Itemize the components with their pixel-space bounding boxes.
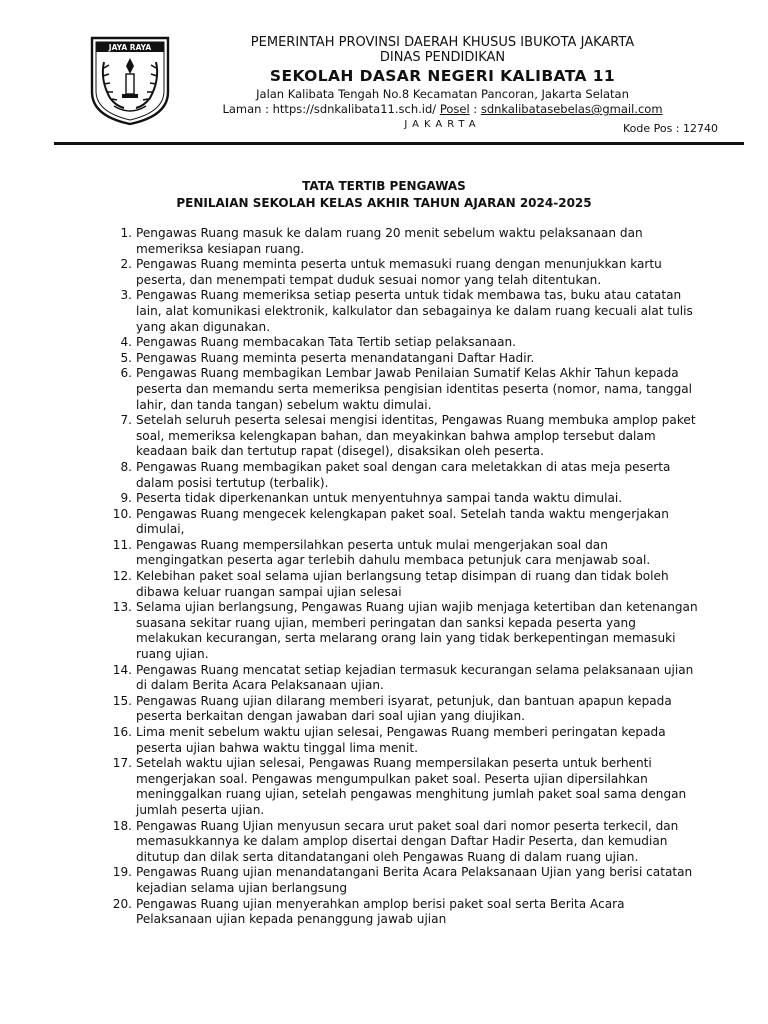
rule-text-line: Pengawas Ruang mengecek kelengkapan paket soal. Setelah tanda waktu mengerjakan xyxy=(136,506,669,521)
jakarta-crest-logo xyxy=(88,36,172,126)
rule-text-line: lain, alat komunikasi elektronik, kalkulator dan sebagainya ke dalam ruang kecuali alat tulis xyxy=(136,303,693,318)
rule-item xyxy=(112,663,702,694)
rule-item xyxy=(112,335,702,351)
rule-text-line: Pengawas Ruang membagikan Lembar Jawab Penilaian Sumatif Kelas Akhir Tahun kepada xyxy=(136,366,679,381)
rule-number: 11. xyxy=(112,537,132,552)
rule-text-line: Pengawas Ruang membagikan paket soal dengan cara meletakkan di atas meja peserta xyxy=(136,459,671,474)
rule-item xyxy=(112,491,702,507)
rule-item xyxy=(112,865,702,896)
rule-text-line: Setelah waktu ujian selesai, Pengawas Ruang mempersilakan peserta untuk berhenti xyxy=(136,756,652,771)
contact-separator: : xyxy=(473,102,481,116)
letterhead xyxy=(0,0,768,150)
rule-text-line: ditutup dan dilak serta ditandatangani oleh Pengawas Ruang di dalam ruang ujian. xyxy=(136,849,639,864)
rule-text-line: Pelaksanaan ujian kepada penanggung jawab ujian xyxy=(136,912,447,927)
rule-text-line: mengerjakan soal. Pengawas mengumpulkan paket soal. Peserta ujian dipersilahkan xyxy=(136,771,648,786)
rule-number: 10. xyxy=(112,506,132,521)
rule-text-line: keadaan baik dan tertutup rapat (disegel), disaksikan oleh peserta. xyxy=(136,444,544,459)
rule-text-line: dibawa keluar ruangan sampai ujian selesai xyxy=(136,584,402,599)
rule-text-line: peserta, dan menempati tempat duduk sesuai nomor yang telah ditentukan. xyxy=(136,272,602,287)
rule-item xyxy=(112,257,702,288)
email-link[interactable]: sdnkalibatasebelas@gmail.com xyxy=(480,102,663,116)
rule-number: 15. xyxy=(112,693,132,708)
rule-text-line: melakukan kecurangan, serta melarang orang lain yang tidak berkepentingan memasuki xyxy=(136,631,676,646)
rule-text-line: Pengawas Ruang memeriksa setiap peserta untuk tidak membawa tas, buku atau catatan xyxy=(136,288,682,303)
rule-number: 20. xyxy=(112,896,132,911)
rules-list xyxy=(112,226,702,928)
rule-text-line: memeriksa kesiapan ruang. xyxy=(136,241,305,256)
rule-item xyxy=(112,756,702,818)
rule-number: 1. xyxy=(120,226,132,240)
rule-item xyxy=(112,569,702,600)
rule-number: 17. xyxy=(112,756,132,771)
rule-text-line: Pengawas Ruang membacakan Tata Tertib setiap pelaksanaan. xyxy=(136,335,517,350)
rule-item xyxy=(112,351,702,367)
rule-item xyxy=(112,725,702,756)
rule-number: 6. xyxy=(120,366,132,381)
rule-text-line: dalam posisi tertutup (terbalik). xyxy=(136,475,329,490)
school-address: Jalan Kalibata Tengah No.8 Kecamatan Pancoran, Jakarta Selatan xyxy=(256,87,629,101)
header-divider xyxy=(54,142,744,145)
rule-item xyxy=(112,538,702,569)
rule-text-line: soal, memeriksa kelengkapan bahan, dan meyakinkan bahwa amplop tersebut dalam xyxy=(136,428,656,443)
rule-text-line: Pengawas Ruang ujian menandatangani Berita Acara Pelaksanaan Ujian yang berisi catatan xyxy=(136,865,693,880)
rule-number: 5. xyxy=(120,350,132,365)
rule-number: 8. xyxy=(120,459,132,474)
rule-text-line: Peserta tidak diperkenankan untuk menyentuhnya sampai tanda waktu dimulai. xyxy=(136,491,623,506)
government-name: PEMERINTAH PROVINSI DAERAH KHUSUS IBUKOTA JAKARTA xyxy=(250,35,635,50)
rule-text-line: ruang ujian. xyxy=(136,647,209,662)
rule-text-line: Pengawas Ruang ujian menyerahkan amplop berisi paket soal serta Berita Acara xyxy=(136,896,625,911)
postal-code: Kode Pos : 12740 xyxy=(622,122,718,135)
website-label: Laman : https://sdnkalibata11.sch.id/ xyxy=(222,102,437,116)
rule-text-line: Lima menit sebelum waktu ujian selesai, Pengawas Ruang memberi peringatan kepada xyxy=(136,725,666,739)
rule-item xyxy=(112,897,702,928)
rule-number: 19. xyxy=(112,865,132,880)
posel-link[interactable]: Posel xyxy=(439,102,470,116)
rule-number: 9. xyxy=(120,491,132,506)
rule-number: 3. xyxy=(120,288,132,303)
rule-number: 16. xyxy=(112,725,132,739)
rule-item xyxy=(112,366,702,413)
rule-number: 4. xyxy=(120,335,132,350)
rule-number: 2. xyxy=(120,257,132,272)
rule-item xyxy=(112,694,702,725)
rule-text-line: memasukkannya ke dalam amplop disertai dengan Daftar Hadir Peserta, dan kemudian xyxy=(136,834,668,849)
rule-item xyxy=(112,819,702,866)
rule-text-line: jumlah peserta ujian. xyxy=(136,802,265,817)
school-name: SEKOLAH DASAR NEGERI KALIBATA 11 xyxy=(269,67,616,85)
rule-text-line: Setelah seluruh peserta selesai mengisi identitas, Pengawas Ruang membuka amplop paket xyxy=(136,413,696,428)
rule-text-line: dimulai, xyxy=(136,522,185,537)
rule-text-line: Pengawas Ruang Ujian menyusun secara urut paket soal dari nomor peserta terkecil, dan xyxy=(136,818,679,833)
rule-text-line: Selama ujian berlangsung, Pengawas Ruang ujian wajib menjaga ketertiban dan ketenangan xyxy=(136,600,698,615)
contact-line xyxy=(170,102,715,117)
rule-item xyxy=(112,507,702,538)
rule-text-line: Pengawas Ruang mempersilahkan peserta untuk mulai mengerjakan soal dan xyxy=(136,537,608,552)
rule-text-line: Pengawas Ruang ujian dilarang memberi isyarat, petunjuk, dan bantuan apapun kepada xyxy=(136,693,672,708)
rule-text-line: Pengawas Ruang masuk ke dalam ruang 20 menit sebelum waktu pelaksanaan dan xyxy=(136,226,643,240)
rule-text-line: di dalam Berita Acara Pelaksanaan ujian. xyxy=(136,678,384,693)
rule-text-line: peserta dan memandu serta memeriksa pengisian identitas peserta (nomor, nama, tanggal xyxy=(136,381,693,396)
rule-text-line: peserta berkaitan dengan jawaban dari soal ujian yang diujikan. xyxy=(136,709,525,724)
logo-motto: JAYA RAYA xyxy=(108,43,152,52)
department-name: DINAS PENDIDIKAN xyxy=(379,50,506,65)
rule-text-line: kejadian selama ujian berlangsung xyxy=(136,880,348,895)
rule-text-line: yang akan digunakan. xyxy=(136,319,271,334)
document-subtitle: PENILAIAN SEKOLAH KELAS AKHIR TAHUN AJARAN 2024-2025 xyxy=(176,196,592,210)
rule-text-line: mengingatkan peserta agar terlebih dahulu membaca petunjuk cara menjawab soal. xyxy=(136,553,651,568)
rule-item xyxy=(112,413,702,460)
rule-item xyxy=(112,226,702,257)
rule-number: 14. xyxy=(112,662,132,677)
rule-text-line: Kelebihan paket soal selama ujian berlangsung tetap disimpan di ruang dan tidak boleh xyxy=(136,569,669,584)
rule-text-line: Pengawas Ruang mencatat setiap kejadian termasuk kecurangan selama pelaksanaan ujian xyxy=(136,662,694,677)
letterhead-text xyxy=(170,35,715,132)
document-title: TATA TERTIB PENGAWAS xyxy=(302,179,466,193)
rule-number: 7. xyxy=(120,413,132,428)
rule-text-line: lahir, dan tanda tangan) sebelum waktu dimulai. xyxy=(136,397,432,412)
rule-item xyxy=(112,460,702,491)
rule-item xyxy=(112,288,702,335)
city-name: JAKARTA xyxy=(404,119,481,130)
rule-text-line: peserta ujian bahwa waktu tinggal lima menit. xyxy=(136,740,418,755)
rule-item xyxy=(112,600,702,662)
rule-text-line: suasana sekitar ruang ujian, memberi peringatan dan sanksi kepada peserta yang xyxy=(136,615,636,630)
rule-text-line: Pengawas Ruang meminta peserta menandatangani Daftar Hadir. xyxy=(136,350,535,365)
rule-number: 12. xyxy=(112,569,132,584)
rule-text-line: meninggalkan ruang ujian, setelah pengawas menghitung jumlah paket soal sama dengan xyxy=(136,787,687,802)
rule-text-line: Pengawas Ruang meminta peserta untuk memasuki ruang dengan menunjukkan kartu xyxy=(136,257,662,272)
rule-number: 18. xyxy=(112,818,132,833)
rule-number: 13. xyxy=(112,600,132,615)
